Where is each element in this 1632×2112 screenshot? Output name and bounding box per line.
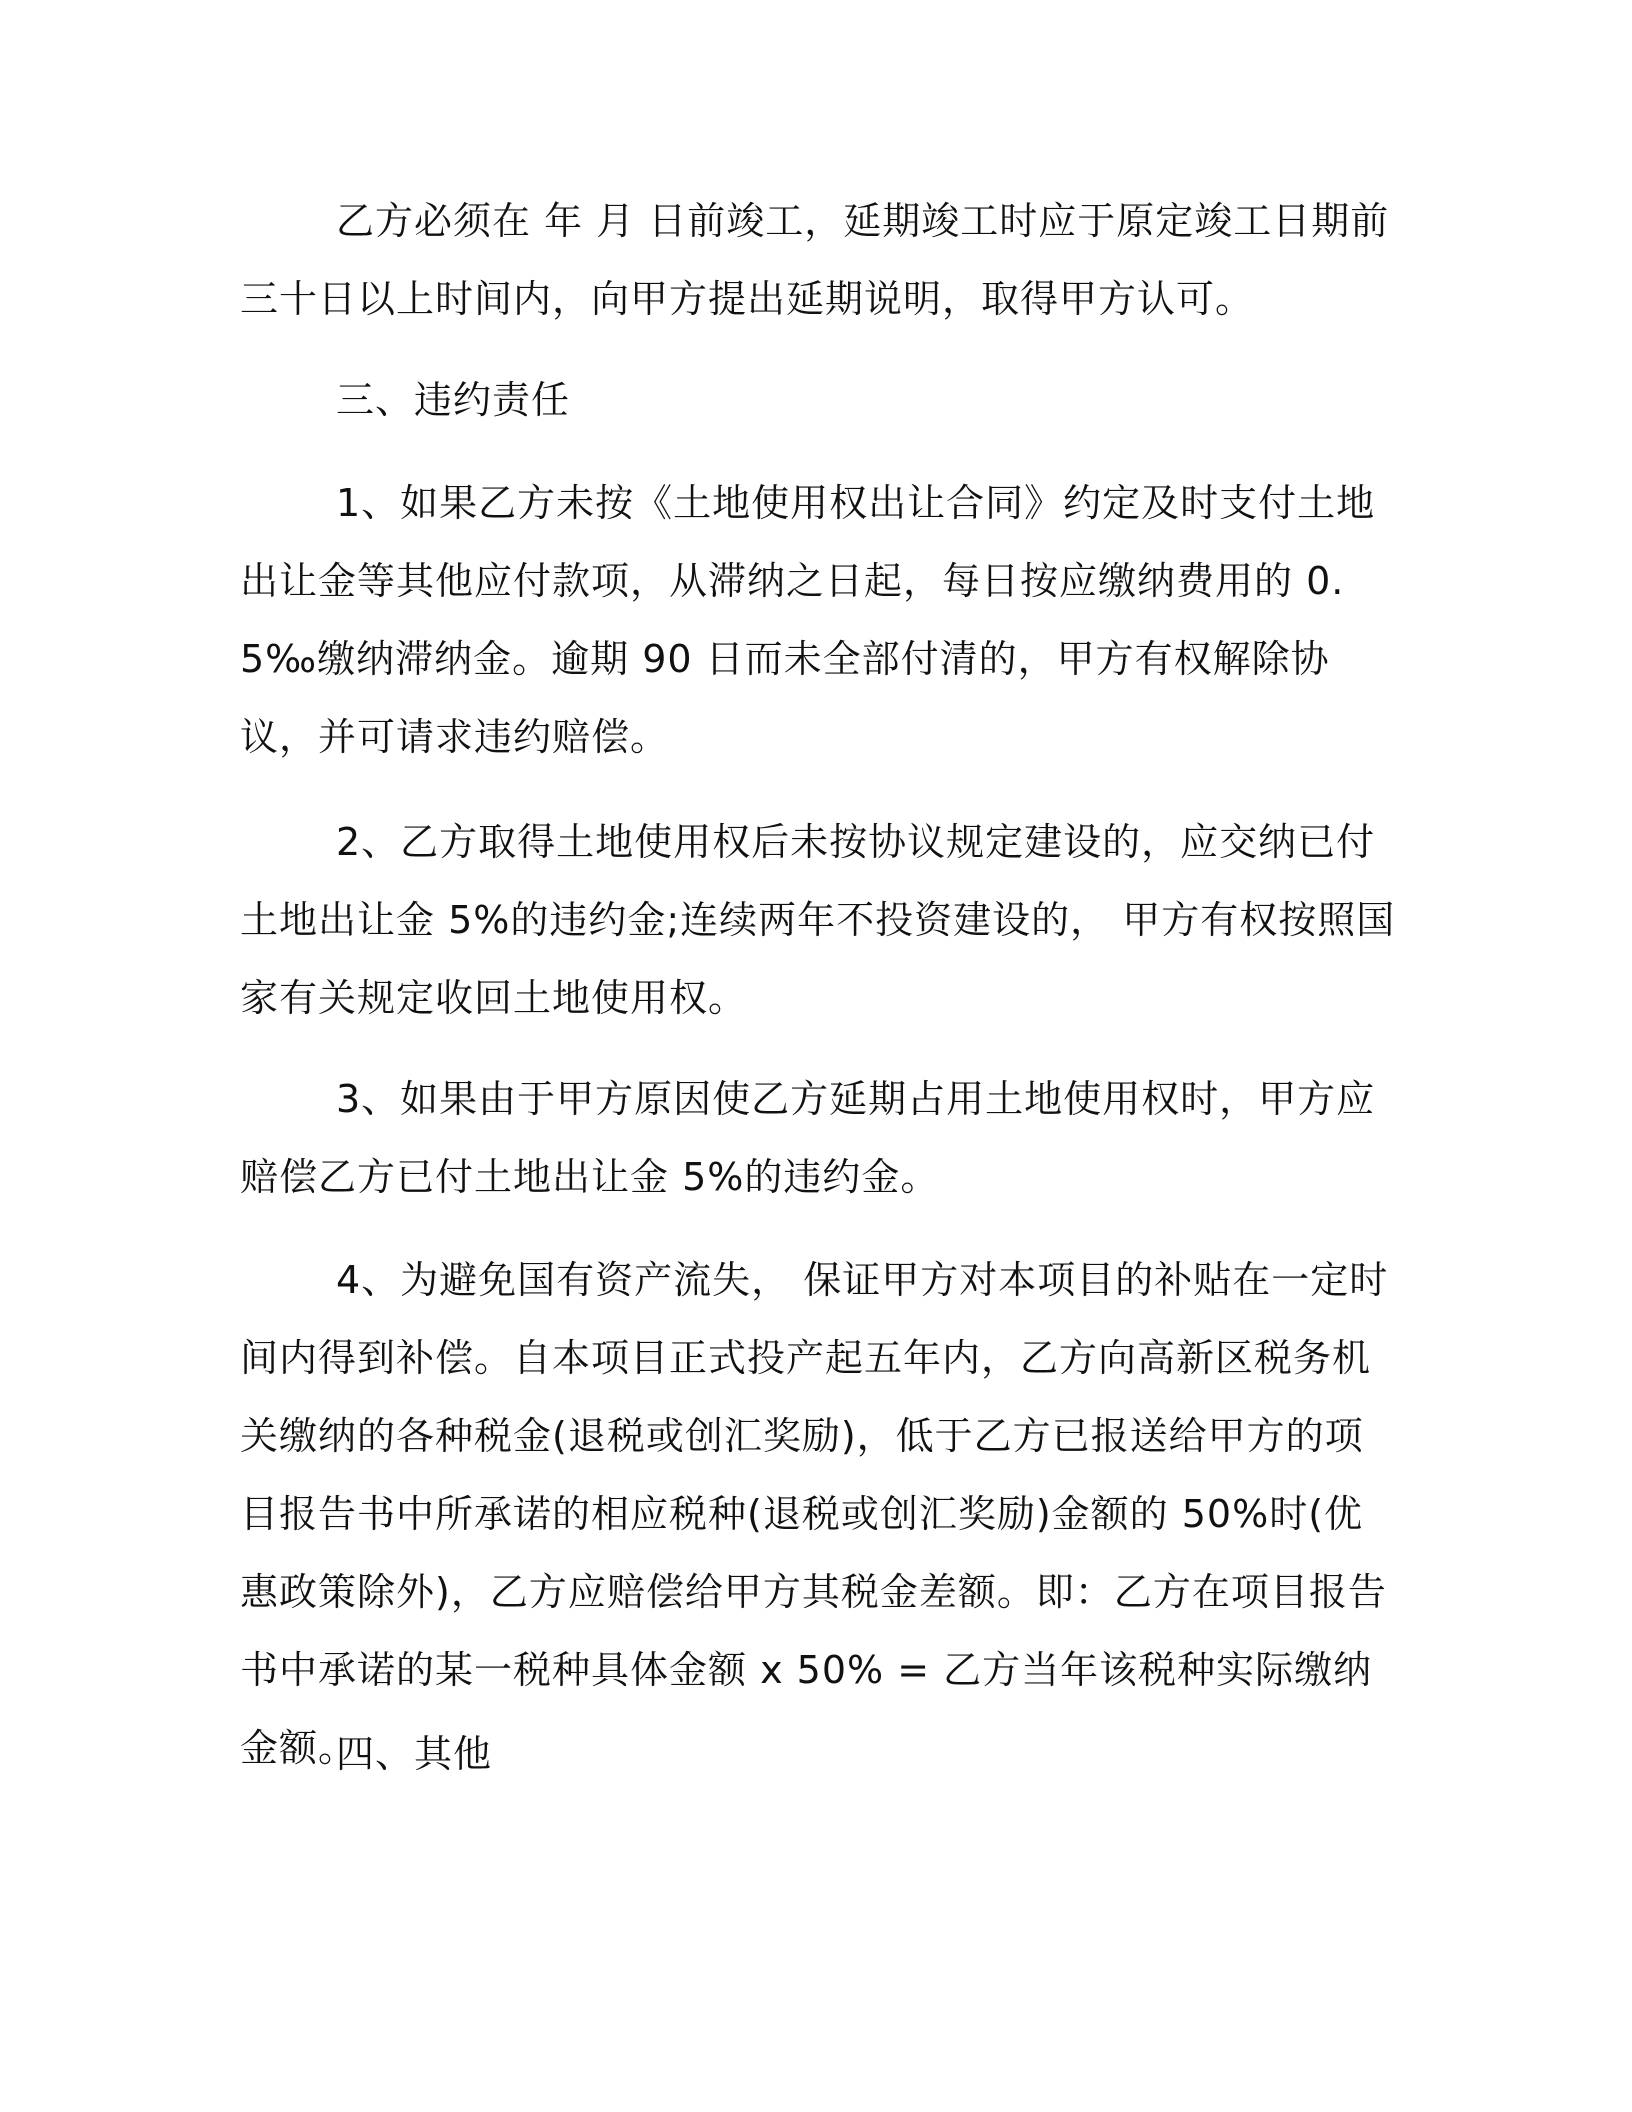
paragraph-clause-3: 3、如果由于甲方原因使乙方延期占用土地使用权时，甲方应赔偿乙方已付土地出让金 5%的违约金。	[240, 1077, 1376, 1199]
paragraph-clause-4: 4、为避免国有资产流失， 保证甲方对本项目的补贴在一定时间内得到补偿。自本项目正式投产起五年内，乙方向高新区税务机关缴纳的各种税金(退税或创汇奖励)，低于乙方已报送给甲方的项目报告书中所承诺的相应税种(退税或创汇奖励)金额的 50%时(优惠政策除外)，乙方应赔偿给甲方其税金差额。即：乙方在项目报告书中承诺的某一税种具体金额 x 50% = 乙方当年该税种实际缴纳金额。	[240, 1258, 1389, 1770]
paragraph-completion-deadline: 乙方必须在 年 月 日前竣工，延期竣工时应于原定竣工日期前三十日以上时间内，向甲方提出延期说明，取得甲方认可。	[240, 199, 1390, 321]
paragraph-clause-1: 1、如果乙方未按《土地使用权出让合同》约定及时支付土地出让金等其他应付款项，从滞纳之日起，每日按应缴纳费用的 0.5‰缴纳滞纳金。逾期 90 日而未全部付清的，甲方有权解除协议，并可请求违约赔偿。	[240, 481, 1376, 759]
section-heading-other: 四、其他	[336, 1732, 493, 1776]
paragraph-clause-2: 2、乙方取得土地使用权后未按协议规定建设的，应交纳已付土地出让金 5%的违约金;连续两年不投资建设的， 甲方有权按照国家有关规定收回土地使用权。	[240, 820, 1396, 1020]
section-heading-breach-liability: 三、违约责任	[336, 378, 571, 422]
